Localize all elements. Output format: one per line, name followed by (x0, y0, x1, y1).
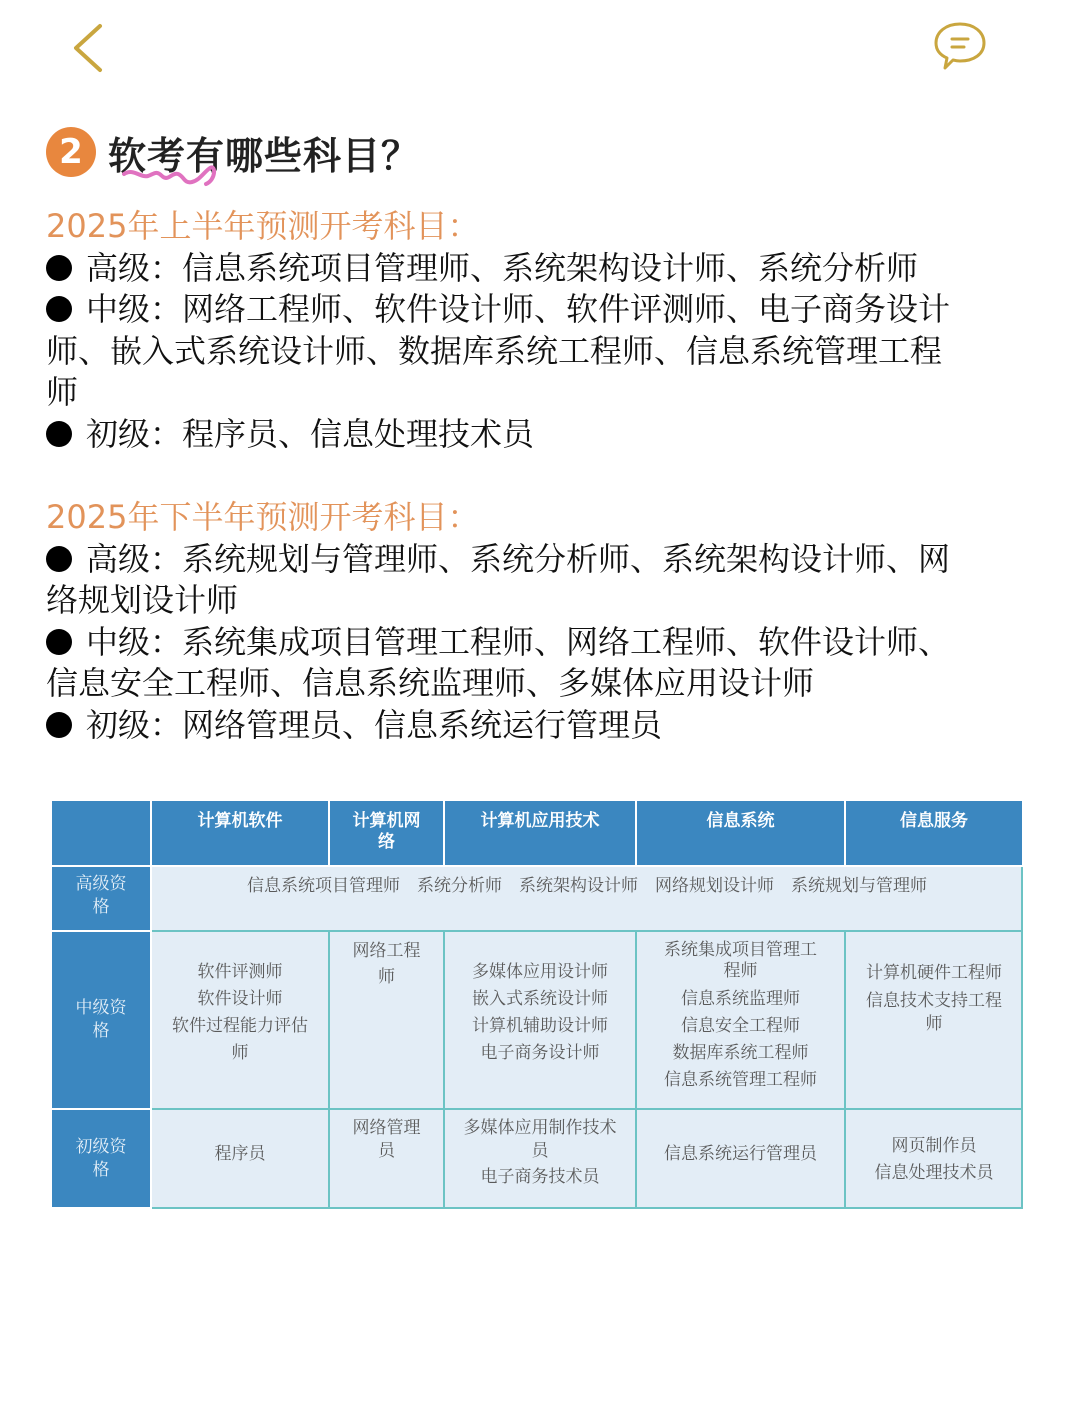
table-divider (1021, 867, 1023, 1209)
table-divider (152, 1108, 1023, 1110)
second-half-senior-cont: 络规划设计师 (46, 581, 239, 619)
junior-info-system-cell: 信息系统运行管理员 (637, 1110, 844, 1207)
section-number-badge: 2 (46, 127, 96, 177)
first-half-intermediate-cont2: 师 (46, 373, 79, 411)
column-header-info-system: 信息系统 (637, 801, 844, 865)
table-divider (52, 930, 150, 932)
junior-application-cell: 多媒体应用制作技术 员 电子商务技术员 (445, 1110, 635, 1207)
intermediate-application-cell: 多媒体应用设计师 嵌入式系统设计师 计算机辅助设计师 电子商务设计师 (445, 932, 635, 1108)
row-label-senior: 高级资 格 (52, 867, 150, 930)
senior-merged-cell: 信息系统项目管理师 系统分析师 系统架构设计师 网络规划设计师 系统规划与管理师 (152, 867, 1022, 930)
chevron-left-icon (66, 20, 116, 76)
squiggle-underline-decoration (120, 162, 220, 192)
table-divider (52, 1108, 150, 1110)
table-divider (152, 930, 1023, 932)
first-half-intermediate-cont: 师、嵌入式系统设计师、数据库系统工程师、信息系统管理工程 (46, 331, 943, 370)
intermediate-info-system-cell: 系统集成项目管理工 程师 信息系统监理师 信息安全工程师 数据库系统工程师 信息系统管理工程师 (637, 932, 844, 1108)
table-divider (443, 801, 445, 865)
junior-software-cell: 程序员 (152, 1110, 328, 1207)
table-divider (150, 801, 152, 1207)
second-half-junior: 初级：网络管理员、信息系统运行管理员 (46, 705, 1026, 747)
table-divider (328, 801, 330, 865)
bullet-icon (46, 421, 72, 447)
first-half-intermediate: 中级：网络工程师、软件设计师、软件评测师、电子商务设计 (46, 289, 1026, 331)
page-title: 软考有哪些科目？ (108, 133, 421, 178)
first-half-heading: 2025年上半年预测开考科目： (46, 207, 480, 245)
bullet-icon (46, 255, 72, 281)
row-label-intermediate: 中级资 格 (52, 932, 150, 1108)
bullet-icon (46, 629, 72, 655)
first-half-predictions (46, 206, 1026, 455)
top-bar (0, 0, 1080, 100)
junior-network-cell: 网络管理 员 (330, 1110, 443, 1207)
second-half-intermediate-cont: 信息安全工程师、信息系统监理师、多媒体应用设计师 (46, 664, 815, 702)
back-button[interactable] (66, 20, 116, 76)
intermediate-info-service-cell: 计算机硬件工程师 信息技术支持工程 师 (846, 932, 1022, 1108)
intermediate-network-cell: 网络工程 师 (330, 932, 443, 1108)
comment-button[interactable] (930, 20, 990, 74)
table-divider (152, 1207, 1023, 1209)
table-corner-cell (52, 801, 150, 865)
table-divider (844, 801, 846, 865)
bullet-icon (46, 296, 72, 322)
second-half-heading: 2025年下半年预测开考科目： (46, 498, 480, 536)
second-half-intermediate: 中级：系统集成项目管理工程师、网络工程师、软件设计师、 (46, 622, 1026, 664)
intermediate-software-cell: 软件评测师 软件设计师 软件过程能力评估 师 (152, 932, 328, 1108)
table-divider (635, 932, 637, 1209)
section-heading (46, 124, 420, 180)
qualification-table (52, 801, 1023, 1209)
bullet-icon (46, 546, 72, 572)
table-divider (635, 801, 637, 865)
table-divider (443, 932, 445, 1209)
first-half-senior: 高级：信息系统项目管理师、系统架构设计师、系统分析师 (46, 248, 1026, 290)
column-header-info-service: 信息服务 (846, 801, 1022, 865)
junior-info-service-cell: 网页制作员 信息处理技术员 (846, 1110, 1022, 1207)
row-label-junior: 初级资 格 (52, 1110, 150, 1207)
bullet-icon (46, 712, 72, 738)
table-divider (844, 932, 846, 1209)
column-header-software: 计算机软件 (152, 801, 328, 865)
speech-bubble-icon (930, 20, 990, 74)
first-half-junior: 初级：程序员、信息处理技术员 (46, 414, 1026, 456)
second-half-predictions (46, 497, 1026, 746)
column-header-application: 计算机应用技术 (445, 801, 635, 865)
table-divider (52, 865, 150, 867)
second-half-senior: 高级：系统规划与管理师、系统分析师、系统架构设计师、网 (46, 539, 1026, 581)
table-divider (328, 932, 330, 1209)
column-header-network: 计算机网 络 (330, 801, 443, 865)
